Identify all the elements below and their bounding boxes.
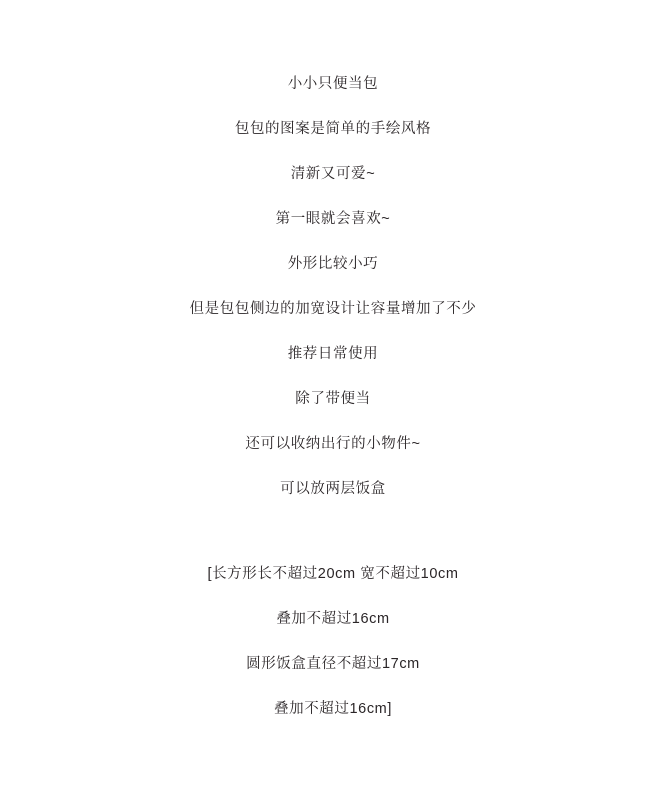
- description-line: 清新又可爱~: [290, 166, 376, 183]
- description-line: 外形比较小巧: [287, 256, 379, 273]
- description-line: 还可以收纳出行的小物件~: [245, 436, 421, 453]
- dimension-line: [长方形长不超过20cm 宽不超过10cm: [207, 566, 459, 583]
- description-line: 推荐日常使用: [287, 346, 379, 363]
- description-line: 第一眼就会喜欢~: [275, 211, 391, 228]
- description-line: 可以放两层饭盒: [280, 481, 386, 498]
- dimension-line: 圆形饭盒直径不超过17cm: [246, 656, 420, 673]
- description-line: 除了带便当: [295, 391, 371, 408]
- document-content: [0, 62, 666, 732]
- dimension-line: 叠加不超过16cm]: [274, 701, 392, 718]
- description-line: 包包的图案是简单的手绘风格: [234, 121, 432, 138]
- dimension-line: 叠加不超过16cm: [276, 611, 390, 628]
- description-line: 但是包包侧边的加宽设计让容量增加了不少: [189, 301, 477, 318]
- description-line: 小小只便当包: [287, 76, 379, 93]
